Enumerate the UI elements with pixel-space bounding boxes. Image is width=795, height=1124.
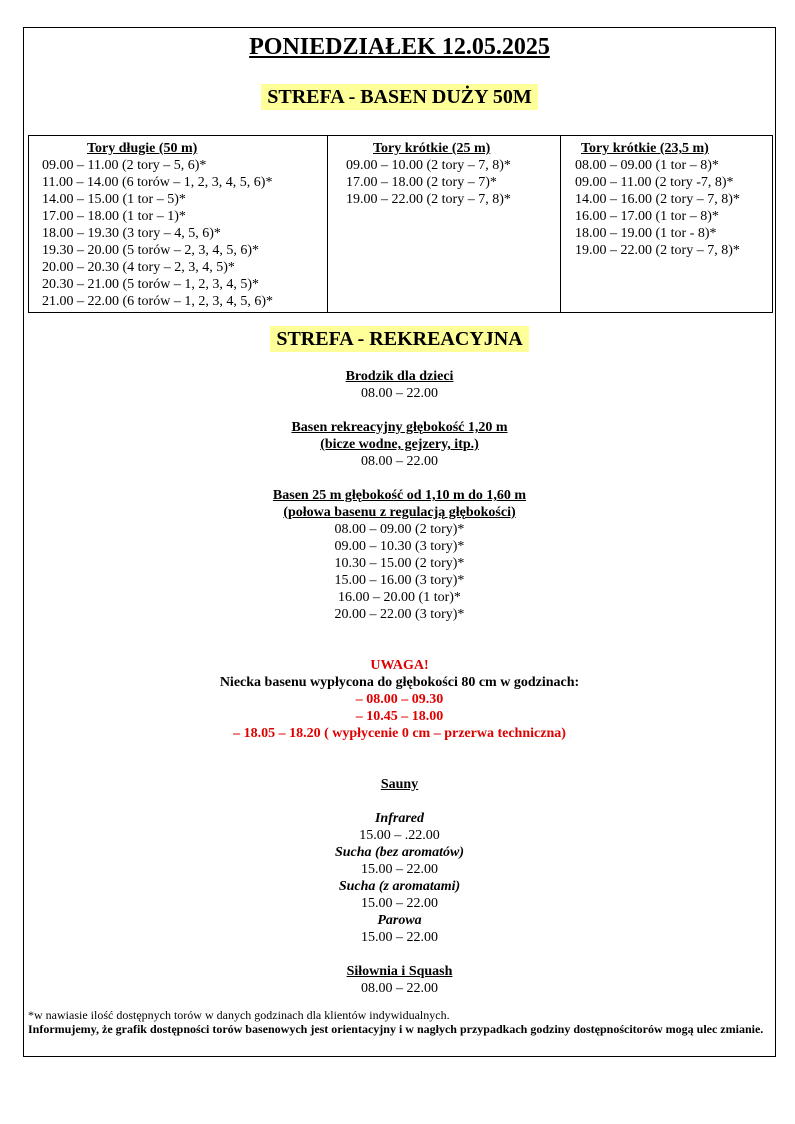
sauna-hours: 15.00 – 22.00 — [361, 896, 438, 911]
uwaga-title: UWAGA! — [370, 658, 429, 673]
sauny-title: Sauny — [380, 777, 419, 792]
footnotes — [28, 1008, 771, 1036]
uwaga-row: – 18.05 – 18.20 ( wypłycenie 0 cm – przerwa techniczna) — [233, 726, 566, 741]
schedule-frame — [23, 27, 776, 1057]
recreation-section — [24, 368, 775, 997]
uwaga-row: – 10.45 – 18.00 — [355, 709, 444, 724]
rekreacyjny-title: Basen rekreacyjny głębokość 1,20 m — [291, 420, 508, 435]
zone-50m-label: STREFA - BASEN DUŻY 50M — [261, 84, 537, 110]
basen25-subtitle: (połowa basenu z regulacją głębokości) — [283, 505, 516, 520]
basen25-row: 08.00 – 09.00 (2 tory)* — [334, 522, 465, 537]
tracks-col-short-25 — [327, 136, 560, 312]
tracks-row: 14.00 – 15.00 (1 tor – 5)* — [42, 192, 186, 207]
uwaga-row: – 08.00 – 09.30 — [355, 692, 444, 707]
tracks-row: 19.00 – 22.00 (2 tory – 7, 8)* — [575, 243, 740, 258]
brodzik-title: Brodzik dla dzieci — [345, 369, 454, 384]
silownia-title: Siłownia i Squash — [346, 964, 453, 979]
page-title — [24, 34, 775, 61]
basen25-row: 15.00 – 16.00 (3 tory)* — [334, 573, 465, 588]
tracks-row: 18.00 – 19.30 (3 tory – 4, 5, 6)* — [42, 226, 221, 241]
brodzik-hours: 08.00 – 22.00 — [361, 386, 438, 401]
sauna-hours: 15.00 – 22.00 — [361, 862, 438, 877]
footnote-text: *w nawiasie ilość dostępnych torów w danych godzinach dla klientów indywidualnych. — [28, 1008, 450, 1022]
rekreacyjny-subtitle: (bicze wodne, gejzery, itp.) — [320, 437, 479, 452]
basen25-row: 09.00 – 10.30 (3 tory)* — [334, 539, 465, 554]
basen25-row: 20.00 – 22.00 (3 tory)* — [334, 607, 465, 622]
page-title-text: PONIEDZIAŁEK 12.05.2025 — [249, 34, 550, 60]
tracks-row: 14.00 – 16.00 (2 tory – 7, 8)* — [575, 192, 740, 207]
tracks-row: 18.00 – 19.00 (1 tor - 8)* — [575, 226, 717, 241]
tracks-col-long — [29, 136, 327, 312]
tracks-col-header: Tory krótkie (23,5 m) — [581, 141, 709, 156]
uwaga-text: Niecka basenu wypłycona do głębokości 80 cm w godzinach: — [219, 675, 580, 690]
zone-50m-heading — [24, 86, 775, 109]
zone-recreation-label: STREFA - REKREACYJNA — [270, 326, 528, 352]
sauna-name: Sucha (z aromatami) — [338, 879, 461, 894]
tracks-col-header: Tory krótkie (25 m) — [373, 141, 491, 156]
tracks-row: 21.00 – 22.00 (6 torów – 1, 2, 3, 4, 5, 6)* — [42, 294, 273, 309]
tracks-row: 08.00 – 09.00 (1 tor – 8)* — [575, 158, 719, 173]
sauna-hours: 15.00 – .22.00 — [359, 828, 440, 843]
tracks-row: 09.00 – 11.00 (2 tory -7, 8)* — [575, 175, 734, 190]
zone-recreation-heading — [24, 328, 775, 351]
tracks-row: 20.00 – 20.30 (4 tory – 2, 3, 4, 5)* — [42, 260, 235, 275]
sauna-hours: 15.00 – 22.00 — [361, 930, 438, 945]
tracks-row: 19.00 – 22.00 (2 tory – 7, 8)* — [346, 192, 511, 207]
silownia-hours: 08.00 – 22.00 — [361, 981, 438, 996]
rekreacyjny-hours: 08.00 – 22.00 — [361, 454, 438, 469]
tracks-row: 16.00 – 17.00 (1 tor – 8)* — [575, 209, 719, 224]
sauna-name: Sucha (bez aromatów) — [334, 845, 465, 860]
tracks-row: 19.30 – 20.00 (5 torów – 2, 3, 4, 5, 6)* — [42, 243, 259, 258]
tracks-row: 17.00 – 18.00 (1 tor – 1)* — [42, 209, 186, 224]
tracks-row: 11.00 – 14.00 (6 torów – 1, 2, 3, 4, 5, 6)* — [42, 175, 273, 190]
tracks-row: 09.00 – 10.00 (2 tory – 7, 8)* — [346, 158, 511, 173]
basen25-row: 16.00 – 20.00 (1 tor)* — [338, 590, 461, 605]
basen25-title: Basen 25 m głębokość od 1,10 m do 1,60 m — [272, 488, 527, 503]
tracks-row: 17.00 – 18.00 (2 tory – 7)* — [346, 175, 497, 190]
tracks-col-short-23-5 — [560, 136, 772, 312]
tracks-col-header: Tory długie (50 m) — [87, 141, 198, 156]
basen25-row: 10.30 – 15.00 (2 tory)* — [334, 556, 465, 571]
sauna-name: Infrared — [374, 811, 424, 826]
tracks-row: 20.30 – 21.00 (5 torów – 1, 2, 3, 4, 5)* — [42, 277, 259, 292]
tracks-row: 09.00 – 11.00 (2 tory – 5, 6)* — [42, 158, 207, 173]
sauna-name: Parowa — [377, 913, 422, 928]
info-text: Informujemy, że grafik dostępności torów basenowych jest orientacyjny i w nagłych przypadkach godziny dostępnościtorów mogą ulec zmianie. — [28, 1022, 764, 1036]
tracks-table — [28, 135, 773, 313]
